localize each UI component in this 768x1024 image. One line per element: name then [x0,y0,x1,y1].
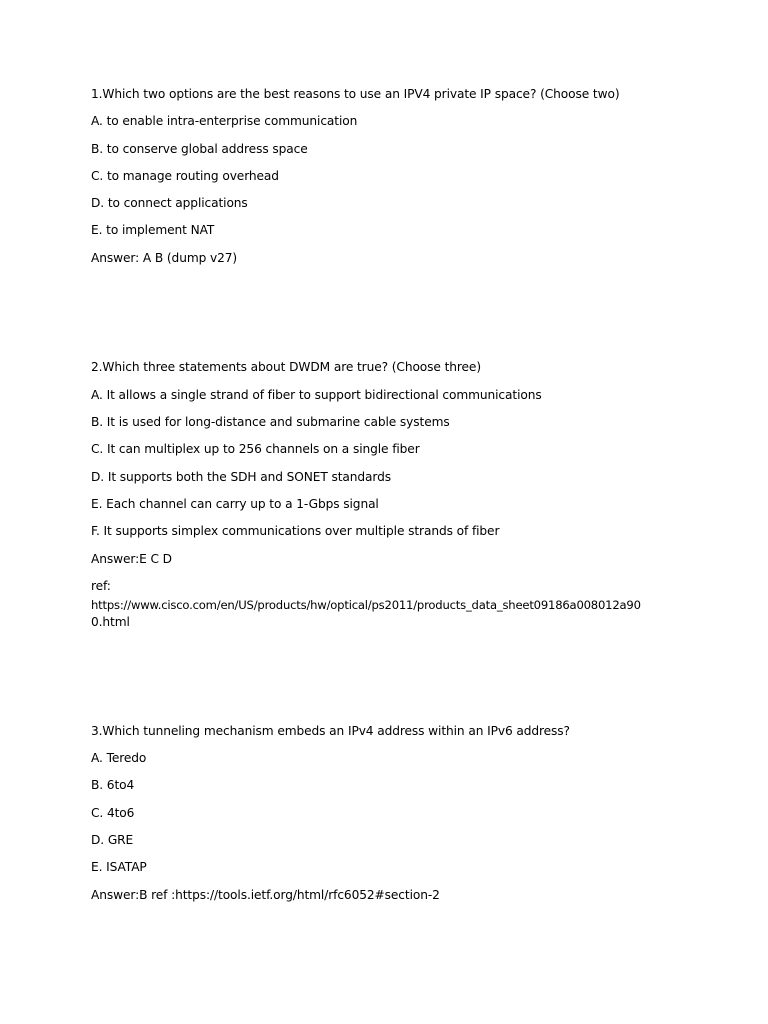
question-2-answer: Answer:E C D [91,552,172,566]
question-2-prompt: 2.Which three statements about DWDM are true? (Choose three) [91,360,481,374]
question-2-option-f: F. It supports simplex communications over multiple strands of fiber [91,524,500,538]
question-1-answer: Answer: A B (dump v27) [91,251,238,265]
question-3-option-c: C. 4to6 [91,806,135,820]
question-3-option-b: B. 6to4 [91,778,135,792]
question-2-ref-url: https://www.cisco.com/en/US/products/hw/optical/ps2011/products_data_sheet09186a008012a90 [91,598,641,612]
question-1-prompt: 1.Which two options are the best reasons to use an IPV4 private IP space? (Choose two) [91,87,620,101]
question-3-prompt: 3.Which tunneling mechanism embeds an IPv4 address within an IPv6 address? [91,724,570,738]
question-3-option-a: A. Teredo [91,751,147,765]
question-2-option-c: C. It can multiplex up to 256 channels on a single fiber [91,442,420,456]
question-1-option-a: A. to enable intra-enterprise communication [91,114,358,128]
question-1-option-d: D. to connect applications [91,196,248,210]
question-3-answer: Answer:B ref :https://tools.ietf.org/html/rfc6052#section-2 [91,888,440,902]
question-2-option-b: B. It is used for long-distance and submarine cable systems [91,415,450,429]
question-3-option-e: E. ISATAP [91,860,147,874]
question-1-option-e: E. to implement NAT [91,223,215,237]
question-3-option-d: D. GRE [91,833,134,847]
question-1-option-c: C. to manage routing overhead [91,169,279,183]
question-2-option-e: E. Each channel can carry up to a 1-Gbps signal [91,497,379,511]
question-2-ref-label: ref: [91,579,111,593]
question-2-option-d: D. It supports both the SDH and SONET standards [91,470,391,484]
question-2-ref-url-continued: 0.html [91,615,130,629]
question-2-option-a: A. It allows a single strand of fiber to support bidirectional communications [91,388,542,402]
question-1-option-b: B. to conserve global address space [91,142,308,156]
